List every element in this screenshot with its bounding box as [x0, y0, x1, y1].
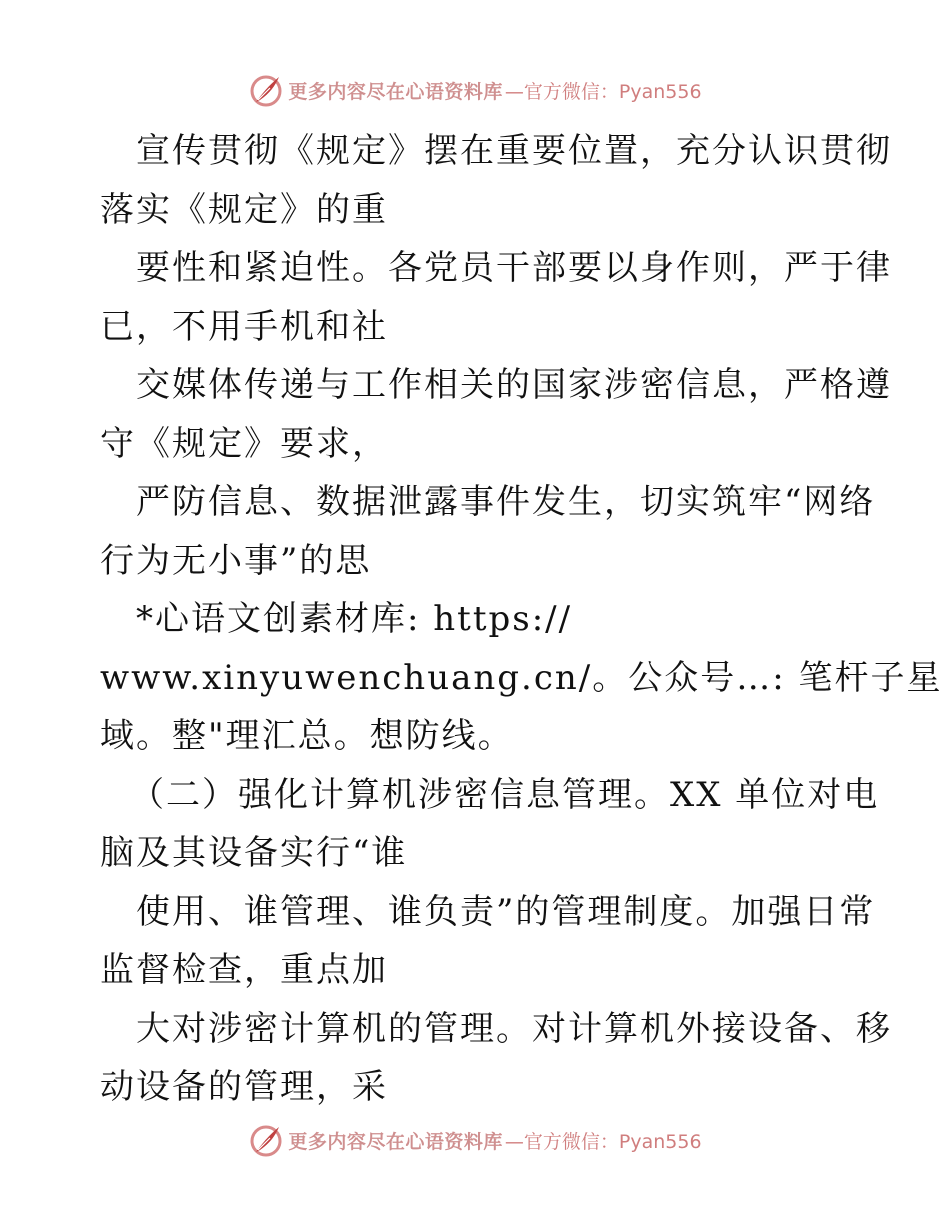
text-line: *心语文创素材库: https:// [136, 599, 573, 639]
text-line: 严防信息、数据泄露事件发生，切实筑牢“网络 [136, 482, 876, 522]
document-body [100, 122, 943, 1117]
text-line: 脑及其设备实行“谁 [100, 833, 408, 873]
text-line: 交媒体传递与工作相关的国家涉密信息，严格遵 [136, 365, 892, 405]
text-line: 监督检查，重点加 [100, 950, 388, 990]
quill-logo-icon [248, 1122, 284, 1158]
text-line: 行为无小事”的思 [100, 540, 372, 581]
text-line: 已，不用手机和社 [100, 306, 388, 347]
watermark-text: 更多内容尽在心语资料库 [288, 1130, 503, 1153]
text-line: www.xinyuwenchuang.cn/。公众号…: 笔杆子星 [100, 657, 943, 698]
text-line: 守《规定》要求， [100, 423, 388, 464]
text-line: 落实《规定》的重 [100, 189, 388, 230]
text-line: 动设备的管理，采 [100, 1067, 388, 1107]
watermark-wechat: —官方微信：Pyan556 [504, 80, 702, 103]
footer-watermark [0, 1120, 950, 1160]
watermark-text: 更多内容尽在心语资料库 [288, 80, 503, 103]
text-line: （二）强化计算机涉密信息管理。XX 单位对电 [130, 774, 880, 815]
text-line: 使用、谁管理、谁负责”的管理制度。加强日常 [136, 891, 876, 932]
header-watermark [0, 70, 950, 110]
text-line: 大对涉密计算机的管理。对计算机外接设备、移 [136, 1008, 892, 1049]
text-line: 域。整"理汇总。想防线。 [100, 716, 514, 756]
text-line: 要性和紧迫性。各党员干部要以身作则，严于律 [136, 248, 892, 288]
quill-logo-icon [248, 72, 284, 108]
text-line: 宣传贯彻《规定》摆在重要位置，充分认识贯彻 [136, 131, 892, 171]
watermark-wechat: —官方微信：Pyan556 [504, 1130, 702, 1153]
